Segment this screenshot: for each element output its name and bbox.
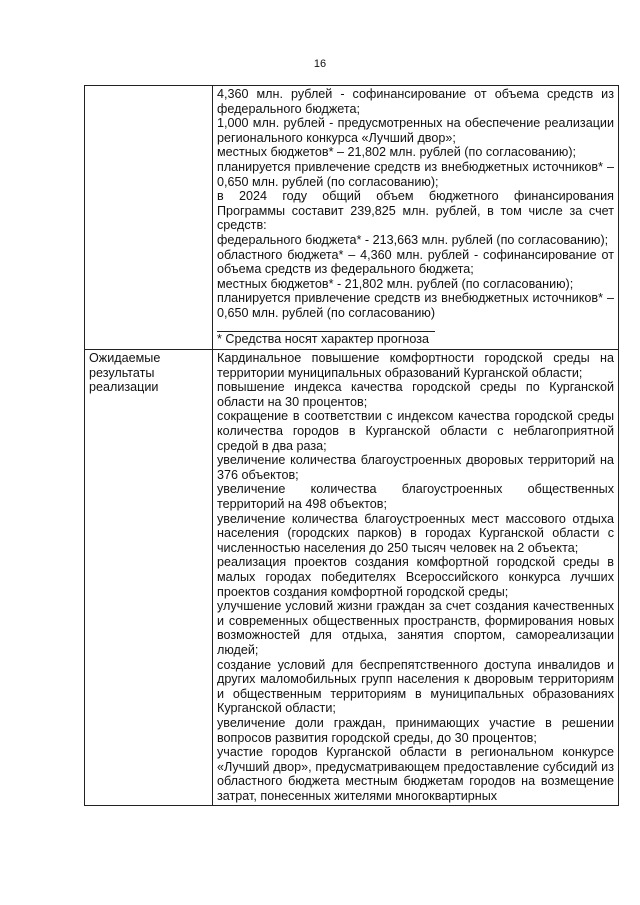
table-row-financing	[85, 86, 619, 350]
paragraph: увеличение доли граждан, принимающих участие в решении вопросов развития городской среды, до 30 процентов;	[217, 715, 614, 745]
paragraph: улучшение условий жизни граждан за счет создания качественных и современных общественных пространств, формирования новых возможностей для отдыха, занятия спортом, самореализации людей;	[217, 599, 614, 657]
paragraph: областного бюджета* – 4,360 млн. рублей - софинансирование от объема средств из федерального бюджета;	[217, 247, 614, 277]
row-label: Ожидаемые результаты реализации	[89, 351, 161, 395]
paragraph: Кардинальное повышение комфортности городской среды на территории муниципальных образований Курганской области;	[217, 351, 614, 380]
paragraph: увеличение количества благоустроенных дворовых территорий на 376 объектов;	[217, 453, 614, 482]
paragraph: 1,000 млн. рублей - предусмотренных на обеспечение реализации регионального конкурса «Лучший двор»;	[217, 116, 614, 145]
paragraph: в 2024 году общий объем бюджетного финансирования Программы составит 239,825 млн. рублей, в том числе за счет средств:	[217, 189, 614, 233]
paragraph: местных бюджетов* - 21,802 млн. рублей (по согласованию);	[217, 276, 574, 291]
paragraph: увеличение количества благоустроенных общественных территорий на 498 объектов;	[217, 482, 614, 512]
row-label-cell	[85, 86, 213, 350]
paragraph: 4,360 млн. рублей - софинансирование от объема средств из федерального бюджета;	[217, 87, 614, 116]
paragraph: увеличение количества благоустроенных мест массового отдыха населения (городских парков) в городах Курганской области с численностью населения до 250 тысяч человек на 2 объекта;	[217, 511, 614, 555]
paragraph: сокращение в соответствии с индексом качества городской среды количества городов в Курганской области с неблагоприятной средой в два раза;	[217, 409, 614, 453]
row-content-cell	[213, 86, 619, 350]
paragraph: повышение индекса качества городской среды по Курганской области на 30 процентов;	[217, 380, 614, 409]
footnote: * Средства носят характер прогноза	[217, 331, 430, 346]
paragraph: участие городов Курганской области в региональном конкурсе «Лучший двор», предусматривающем предоставление субсидий из областного бюджета местным бюджетам городов на возмещение затрат, понесенных жителями многоквартирных	[217, 745, 614, 803]
table-row-expected-results	[85, 350, 619, 805]
row-content-cell	[213, 350, 619, 805]
paragraph: федерального бюджета* - 213,663 млн. рублей (по согласованию);	[217, 232, 609, 247]
paragraph: планируется привлечение средств из внебюджетных источников* – 0,650 млн. рублей (по согласованию);	[217, 159, 614, 189]
paragraph: местных бюджетов* – 21,802 млн. рублей (по согласованию);	[217, 145, 577, 160]
row-label-cell	[85, 350, 213, 805]
program-passport-table	[84, 85, 619, 806]
paragraph: реализация проектов создания комфортной городской среды в малых городах победителях Всероссийского конкурса лучших проектов создания комфортной городской среды;	[217, 555, 614, 599]
page-number: 16	[313, 58, 327, 70]
paragraph: создание условий для беспрепятственного доступа инвалидов и других маломобильных групп населения к дворовым территориям и общественным территориям в муниципальных образованиях Курганской области;	[217, 657, 614, 716]
paragraph: планируется привлечение средств из внебюджетных источников* – 0,650 млн. рублей (по согласованию)	[217, 291, 614, 320]
